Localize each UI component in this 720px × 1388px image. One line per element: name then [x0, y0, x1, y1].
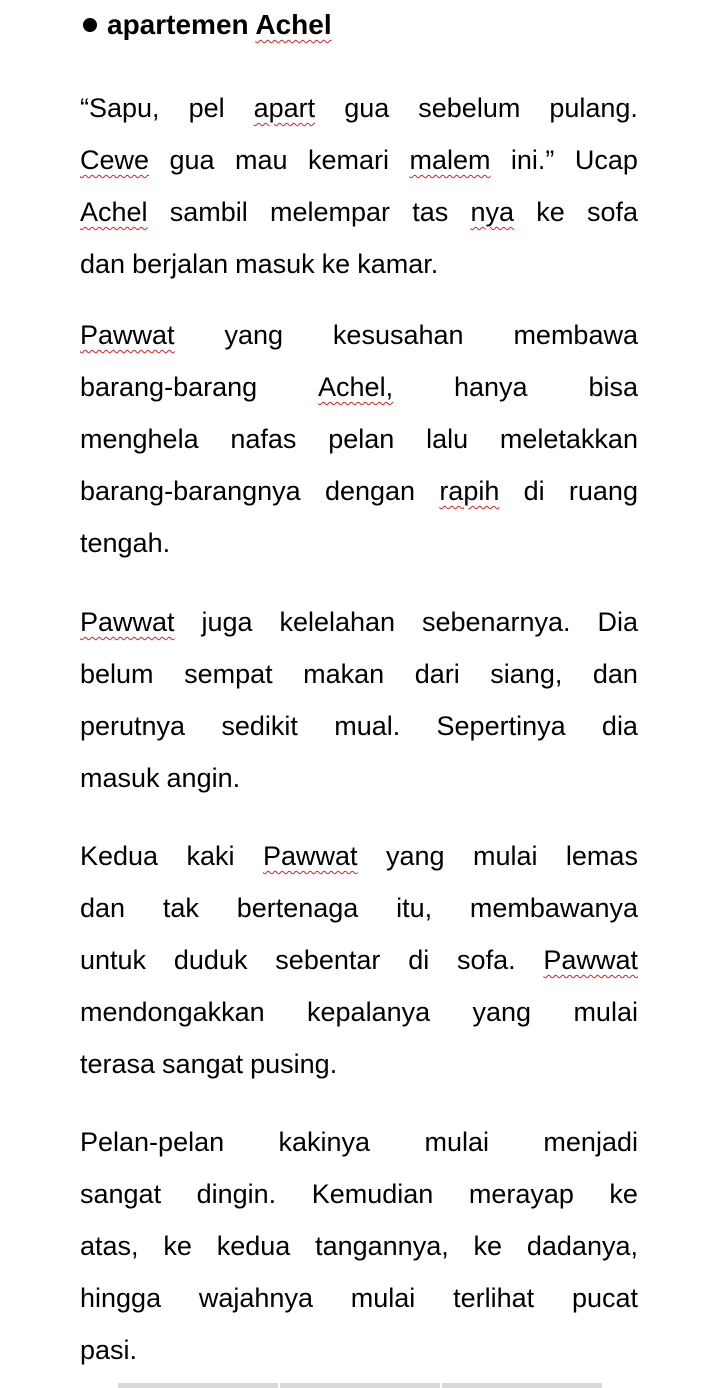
word: mulai [424, 1127, 490, 1157]
word: di [408, 945, 430, 975]
section-heading [80, 5, 332, 45]
word: Kedua [80, 841, 159, 871]
word: ini.” [510, 145, 555, 175]
text-line [80, 309, 638, 361]
word: sambil [169, 197, 248, 227]
text-line [80, 934, 638, 986]
word: pucat [571, 1283, 638, 1313]
word: mulai [350, 1283, 416, 1313]
word: dan [592, 659, 638, 689]
word: tas [412, 197, 449, 227]
paragraph [80, 596, 638, 804]
word: hingga [80, 1283, 162, 1313]
word: terasa [80, 1049, 156, 1079]
word: juga [201, 607, 253, 637]
spellcheck-flagged-word: Pawwat [80, 320, 175, 350]
word: sofa [586, 197, 638, 227]
word: wajahnya [198, 1283, 313, 1313]
word: “Sapu, [80, 93, 160, 123]
word: terlihat [453, 1283, 535, 1313]
word: sangat [80, 1179, 162, 1209]
word: melempar [269, 197, 391, 227]
bullet-dot-icon [83, 18, 97, 32]
word: barang-barangnya [80, 476, 301, 506]
page-bottom-bar [118, 1383, 602, 1388]
text-line [80, 1116, 638, 1168]
word: masuk [235, 249, 315, 279]
word: barang-barang [80, 372, 258, 402]
text-line [80, 1272, 638, 1324]
word: pel [188, 93, 225, 123]
word: makan [303, 659, 385, 689]
word: kaki [186, 841, 235, 871]
word: yang [224, 320, 284, 350]
word: duduk [173, 945, 248, 975]
word: dingin. [196, 1179, 277, 1209]
word: kakinya [278, 1127, 371, 1157]
word: dari [414, 659, 460, 689]
text-line [80, 413, 638, 465]
word: Ucap [574, 145, 638, 175]
paragraph [80, 830, 638, 1090]
word: siang, [490, 659, 563, 689]
word: yang [385, 841, 445, 871]
word: itu, [396, 893, 433, 923]
word: meletakkan [499, 424, 638, 454]
text-line [80, 465, 638, 517]
spellcheck-flagged-word: nya [470, 197, 515, 227]
text-line [80, 596, 638, 648]
word: pelan [328, 424, 395, 454]
spellcheck-flagged-word: Achel [255, 9, 332, 40]
word: atas, [80, 1231, 139, 1261]
word: bertenaga [236, 893, 359, 923]
word: sangat [162, 1049, 244, 1079]
word: mulai [573, 997, 638, 1027]
paragraph [80, 1116, 638, 1376]
word: dia [601, 711, 638, 741]
text-line [80, 700, 638, 752]
word: bisa [588, 372, 638, 402]
word: belum [80, 659, 154, 689]
word: tengah. [80, 528, 171, 558]
word: ke [609, 1179, 638, 1209]
word: lalu [426, 424, 469, 454]
spellcheck-flagged-word: Pawwat [80, 607, 175, 637]
text-line [80, 1168, 638, 1220]
word: kemari [307, 145, 389, 175]
text-line [80, 238, 638, 290]
spellcheck-flagged-word: apart [253, 93, 316, 123]
spellcheck-flagged-word: Cewe [80, 145, 150, 175]
text-line [80, 648, 638, 700]
word: perutnya [80, 711, 186, 741]
word: angin. [166, 763, 241, 793]
text-line [80, 830, 638, 882]
bottom-bar-segment [118, 1383, 278, 1388]
paragraph [80, 309, 638, 569]
spellcheck-flagged-word: Pawwat [543, 945, 638, 975]
text-line [80, 752, 638, 804]
word: sebenarnya. [421, 607, 571, 637]
word: hanya [453, 372, 528, 402]
word: Dia [597, 607, 638, 637]
word: mulai [472, 841, 538, 871]
word: sempat [184, 659, 273, 689]
word: mau [235, 145, 288, 175]
word: dan [80, 893, 126, 923]
word: dengan [324, 476, 416, 506]
heading-text [107, 9, 332, 41]
text-line [80, 1038, 638, 1090]
word: pasi. [80, 1335, 138, 1365]
word: merayap [468, 1179, 574, 1209]
spellcheck-flagged-word: malem [409, 145, 491, 175]
heading-word: apartemen [107, 9, 249, 40]
word: tangannya, [315, 1231, 449, 1261]
text-line [80, 1324, 638, 1376]
text-line [80, 517, 638, 569]
word: mendongakkan [80, 997, 265, 1027]
word: tak [162, 893, 199, 923]
text-line [80, 361, 638, 413]
spellcheck-flagged-word: Achel [80, 197, 148, 227]
word: kedua [216, 1231, 291, 1261]
word: membawanya [469, 893, 638, 923]
word: Kemudian [311, 1179, 434, 1209]
text-line [80, 986, 638, 1038]
bottom-bar-segment [442, 1383, 602, 1388]
word: di [523, 476, 545, 506]
word: sebentar [275, 945, 381, 975]
paragraph [80, 82, 638, 290]
word: kesusahan [332, 320, 464, 350]
word: sofa. [457, 945, 516, 975]
text-line [80, 186, 638, 238]
word: Pelan-pelan [80, 1127, 225, 1157]
word: menjadi [543, 1127, 638, 1157]
spellcheck-flagged-word: rapih [439, 476, 500, 506]
bottom-bar-segment [280, 1383, 440, 1388]
word: masuk [80, 763, 160, 793]
word: yang [472, 997, 532, 1027]
word: sedikit [221, 711, 298, 741]
word: pusing. [250, 1049, 338, 1079]
word: mual. [334, 711, 401, 741]
text-line [80, 82, 638, 134]
word: membawa [513, 320, 638, 350]
word: sebelum [418, 93, 521, 123]
text-line [80, 882, 638, 934]
word: nafas [230, 424, 297, 454]
word: ke [536, 197, 565, 227]
word: ke [473, 1231, 503, 1261]
word: menghela [80, 424, 199, 454]
text-line [80, 134, 638, 186]
word: lemas [565, 841, 638, 871]
word: gua [169, 145, 215, 175]
word: gua [344, 93, 390, 123]
spellcheck-flagged-word: Achel, [318, 372, 394, 402]
word: ke [163, 1231, 192, 1261]
spellcheck-flagged-word: Pawwat [262, 841, 358, 871]
word: kamar. [357, 249, 439, 279]
word: kelelahan [279, 607, 396, 637]
text-line [80, 1220, 638, 1272]
word: Sepertinya [436, 711, 566, 741]
word: ke [321, 249, 351, 279]
word: dan [80, 249, 126, 279]
word: ruang [568, 476, 638, 506]
word: pulang. [549, 93, 638, 123]
word: kepalanya [307, 997, 431, 1027]
word: berjalan [132, 249, 229, 279]
word: dadanya, [526, 1231, 638, 1261]
word: untuk [80, 945, 147, 975]
